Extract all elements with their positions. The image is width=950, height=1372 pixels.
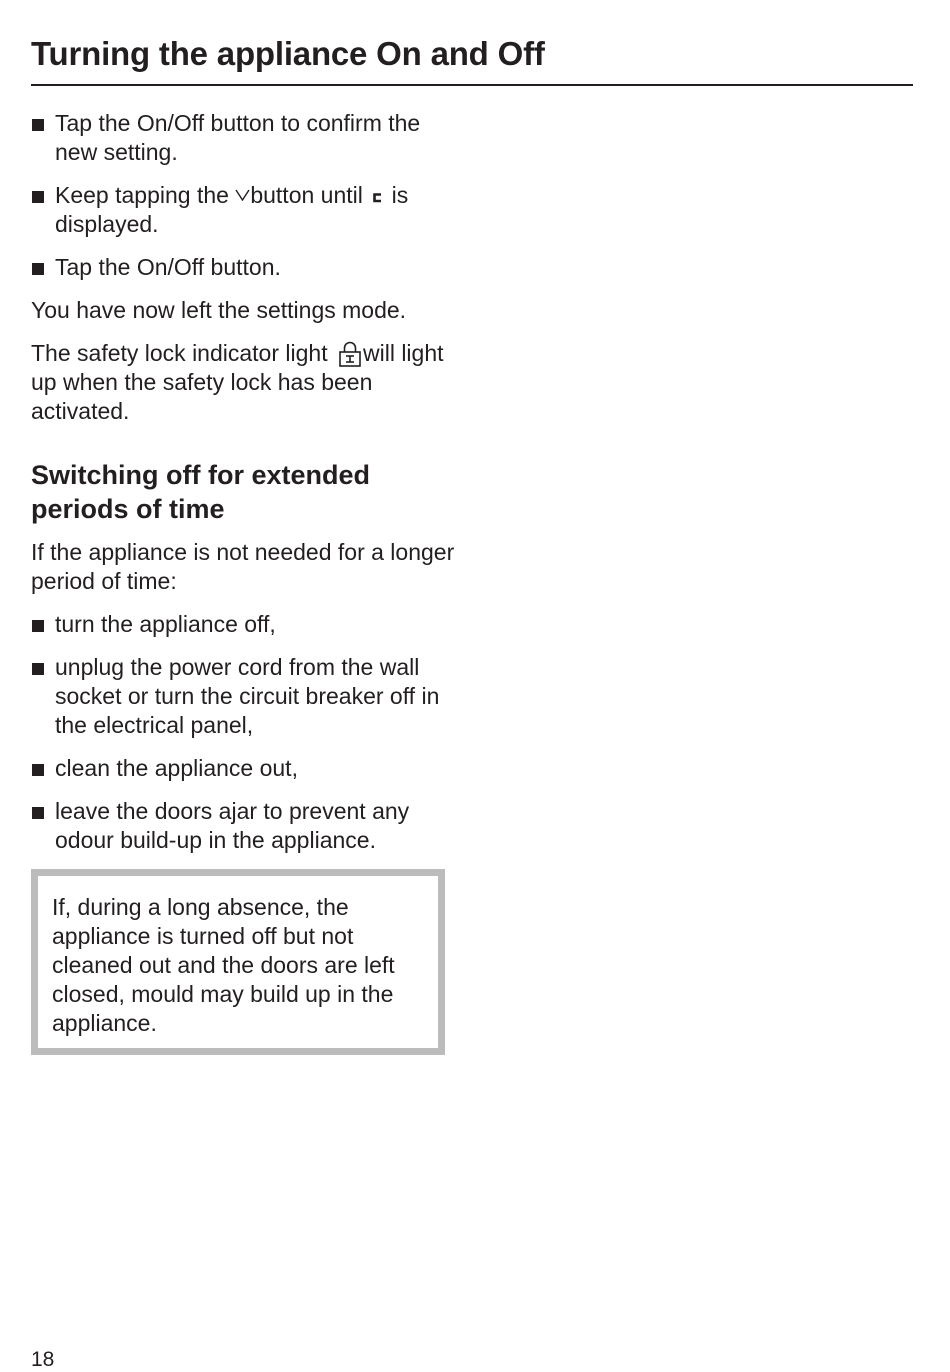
list-item [31,653,461,740]
list-item-text-end: is displayed. [55,182,409,237]
bullet-square-icon [32,191,44,203]
bullet-square-icon [32,620,44,632]
list-item-text: leave the doors ajar to prevent any odour build-up in the appliance. [55,798,410,853]
list-item-text: clean the appliance out, [55,755,298,781]
list-item-text-start: Keep tapping the [55,182,236,208]
bullet-square-icon [32,119,44,131]
bullet-square-icon [32,663,44,675]
padlock-icon [338,341,362,367]
list-item [31,610,461,639]
section-heading: Switching off for extended periods of time [31,460,371,524]
list-item-text: unplug the power cord from the wall socket or turn the circuit breaker off in the electrical panel, [55,654,440,738]
chevron-down-icon [235,189,250,201]
section-list [31,610,461,855]
bullet-square-icon [32,263,44,275]
page-title: Turning the appliance On and Off [31,35,545,72]
c-symbol-icon [371,190,383,204]
list-item [31,181,461,239]
list-item [31,253,461,282]
safety-lock-paragraph [31,339,461,426]
bullet-square-icon [32,807,44,819]
warning-note-text: If, during a long absence, the appliance is turned off but not cleaned out and the doors are left closed, mould may build up in the appliance. [52,894,395,1036]
list-item-text-middle: button until [250,182,370,208]
list-item-text: Tap the On/Off button to confirm the new setting. [55,110,421,165]
title-divider [31,84,913,86]
main-column [31,109,461,1055]
list-item-text: Tap the On/Off button. [55,254,281,280]
page-number: 18 [31,1348,55,1371]
list-item [31,797,461,855]
section-intro: If the appliance is not needed for a longer period of time: [31,539,455,594]
safety-lock-text-start: The safety lock indicator light [31,340,334,366]
warning-note-box [31,869,445,1055]
bullet-square-icon [32,764,44,776]
list-item [31,109,461,167]
settings-left-paragraph: You have now left the settings mode. [31,297,407,323]
list-item [31,754,461,783]
safety-lock-text-end: will light up when the safety lock has been activated. [31,340,444,424]
list-item-text: turn the appliance off, [55,611,276,637]
steps-list [31,109,461,282]
